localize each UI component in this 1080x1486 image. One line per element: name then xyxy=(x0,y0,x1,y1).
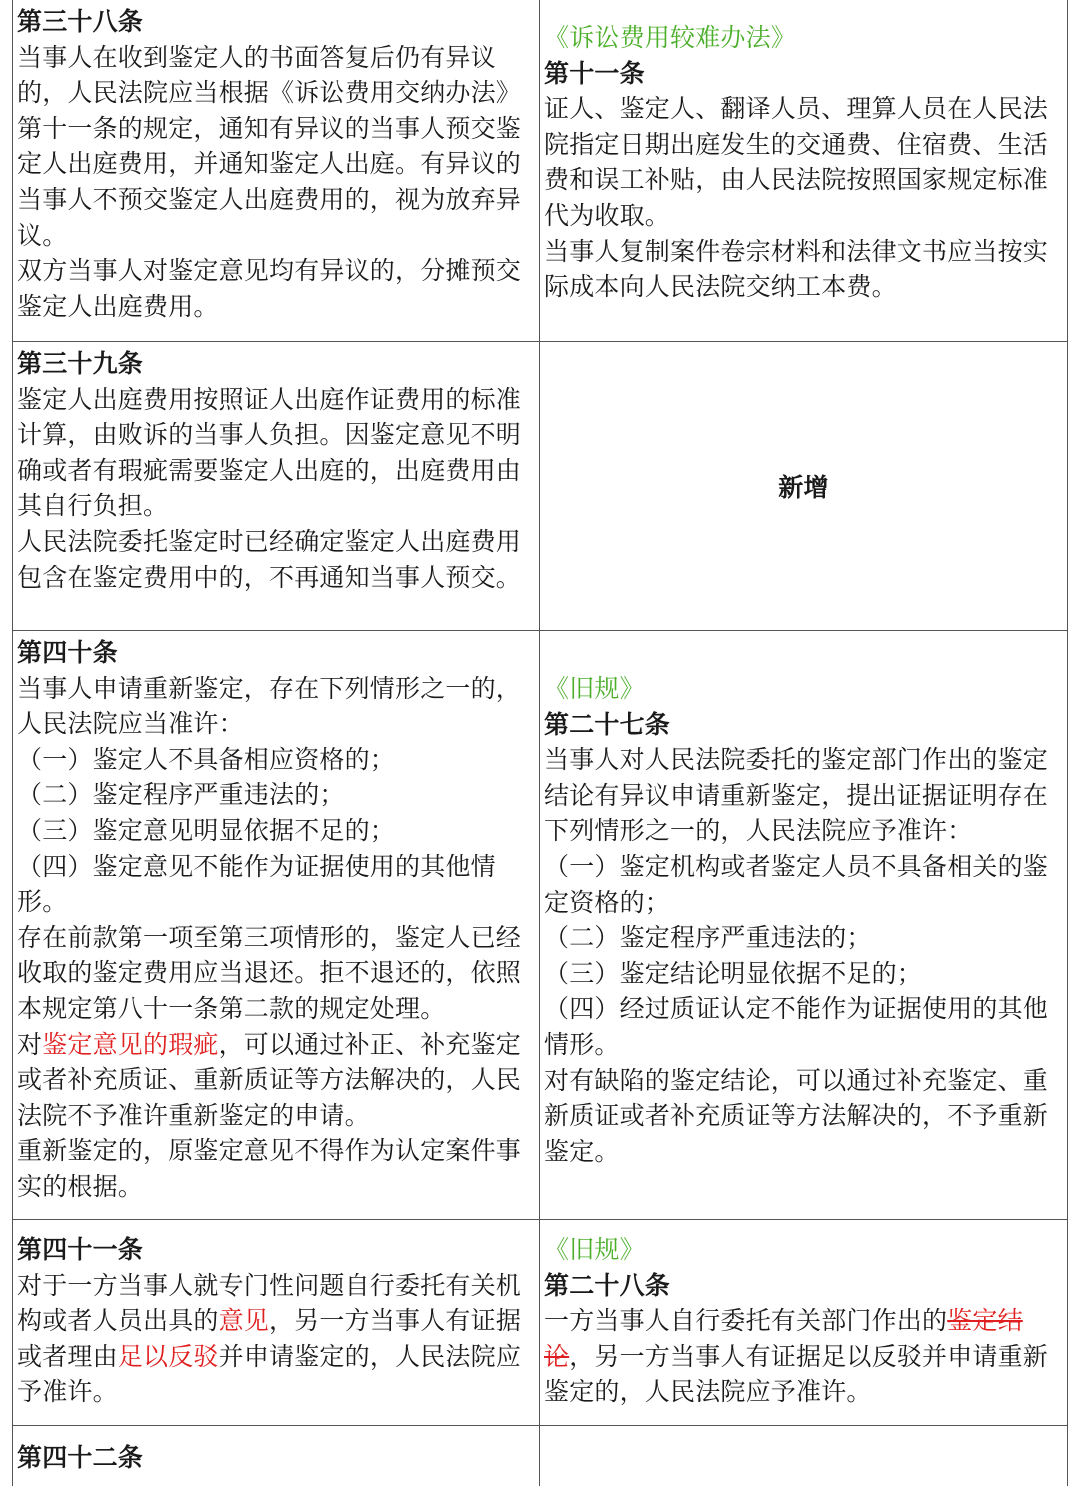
table-row xyxy=(12,1220,1068,1426)
table-row xyxy=(12,342,1068,631)
article-paragraph: 当事人对人民法院委托的鉴定部门作出的鉴定结论有异议申请重新鉴定，提出证据证明存在下列情形之一的，人民法院应予准许： xyxy=(544,745,1049,846)
old-rule-cell xyxy=(540,631,1068,1219)
article-item: （二）鉴定程序严重违法的； xyxy=(544,923,872,953)
new-rule-cell xyxy=(12,1220,540,1425)
article-paragraph: 当事人复制案件卷宗材料和法律文书应当按实际成本向人民法院交纳工本费。 xyxy=(544,236,1049,302)
article-paragraph: 证人、鉴定人、翻译人员、理算人员在人民法院指定日期出庭发生的交通费、住宿费、生活费和误工补贴，由人民法院按照国家规定标准代为收取。 xyxy=(544,94,1049,230)
article-item: （二）鉴定程序严重违法的； xyxy=(17,780,345,810)
article-paragraph: 重新鉴定的，原鉴定意见不得作为认定案件事实的根据。 xyxy=(17,1136,522,1201)
article-paragraph: 当事人在收到鉴定人的书面答复后仍有异议的，人民法院应当根据《诉讼费用交纳办法》第十一条的规定，通知有异议的当事人预交鉴定人出庭费用，并通知鉴定人出庭。有异议的当事人不预交鉴定人出庭费用的，视为放弃异议。 xyxy=(17,42,522,250)
article-title: 第二十八条 xyxy=(544,1270,671,1300)
table-row xyxy=(12,0,1068,342)
article-paragraph: 双方当事人对鉴定意见均有异议的，分摊预交鉴定人出庭费用。 xyxy=(17,256,522,321)
article-paragraph: 鉴定人出庭费用按照证人出庭作证费用的标准计算，由败诉的当事人负担。因鉴定意见不明确或者有瑕疵需要鉴定人出庭的，出庭费用由其自行负担。 xyxy=(17,384,522,521)
article-paragraph xyxy=(17,1027,535,1134)
source-label: 《诉讼费用较难办法》 xyxy=(544,23,797,52)
old-rule-cell xyxy=(540,1220,1068,1425)
text-segment: 对 xyxy=(17,1029,43,1059)
old-rule-cell xyxy=(540,1426,1068,1486)
article-title: 第四十一条 xyxy=(17,1235,144,1264)
text-segment: ，另一方当事人有证据或者理由 xyxy=(17,1306,522,1371)
text-segment: 对于一方当事人就专门性问题自行委托有关机构或者人员出具的 xyxy=(17,1270,522,1336)
article-paragraph: 对有缺陷的鉴定结论，可以通过补充鉴定、重新质证或者补充质证等方法解决的，不予重新鉴定。 xyxy=(544,1065,1049,1166)
text-segment: 并申请鉴定的，人民法院应予准许。 xyxy=(17,1341,522,1407)
old-rule-cell xyxy=(540,342,1068,630)
highlighted-change: 意见 xyxy=(218,1306,270,1336)
article-title: 第二十七条 xyxy=(544,709,671,739)
text-segment: ，另一方当事人有证据足以反驳并申请重新鉴定的，人民法院应予准许。 xyxy=(544,1341,1049,1407)
article-title: 第四十条 xyxy=(17,638,118,667)
highlighted-change: 足以反驳 xyxy=(117,1341,219,1371)
article-item: （一）鉴定人不具备相应资格的； xyxy=(17,744,396,774)
article-title: 第十一条 xyxy=(544,58,645,88)
article-item: （四）经过质证认定不能作为证据使用的其他情形。 xyxy=(544,994,1049,1059)
article-item: （一）鉴定机构或者鉴定人员不具备相关的鉴定资格的； xyxy=(544,851,1049,917)
new-addition-label: 新增 xyxy=(778,473,829,503)
source-label: 《旧规》 xyxy=(544,674,645,703)
article-item: （四）鉴定意见不能作为证据使用的其他情形。 xyxy=(17,851,496,917)
new-rule-cell xyxy=(12,342,540,630)
article-title: 第三十八条 xyxy=(17,7,144,36)
article-paragraph xyxy=(17,1268,535,1410)
article-item: （三）鉴定结论明显依据不足的； xyxy=(544,958,923,988)
source-label: 《旧规》 xyxy=(544,1235,645,1264)
new-rule-cell xyxy=(12,0,540,341)
article-title: 第三十九条 xyxy=(17,349,144,378)
deleted-text: 鉴定结论 xyxy=(544,1306,1023,1371)
comparison-table xyxy=(12,0,1068,1486)
text-segment: ，可以通过补正、补充鉴定或者补充质证、重新质证等方法解决的，人民法院不予准许重新鉴定的申请。 xyxy=(17,1029,522,1130)
table-row xyxy=(12,631,1068,1220)
text-segment: 一方当事人自行委托有关部门作出的 xyxy=(544,1306,948,1336)
highlighted-change: 鉴定意见的瑕疵 xyxy=(42,1029,219,1059)
article-paragraph: 存在前款第一项至第三项情形的，鉴定人已经收取的鉴定费用应当退还。拒不退还的，依照本规定第八十一条第二款的规定处理。 xyxy=(17,922,522,1023)
article-title: 第四十二条 xyxy=(17,1443,144,1472)
new-rule-cell xyxy=(12,1426,540,1486)
article-paragraph: 当事人申请重新鉴定，存在下列情形之一的，人民法院应当准许： xyxy=(17,673,522,739)
article-paragraph: 人民法院委托鉴定时已经确定鉴定人出庭费用包含在鉴定费用中的，不再通知当事人预交。 xyxy=(17,526,522,592)
article-paragraph xyxy=(544,1303,1063,1410)
old-rule-cell xyxy=(540,0,1068,341)
article-item: （三）鉴定意见明显依据不足的； xyxy=(17,815,396,845)
table-row xyxy=(12,1426,1068,1486)
new-rule-cell xyxy=(12,631,540,1219)
